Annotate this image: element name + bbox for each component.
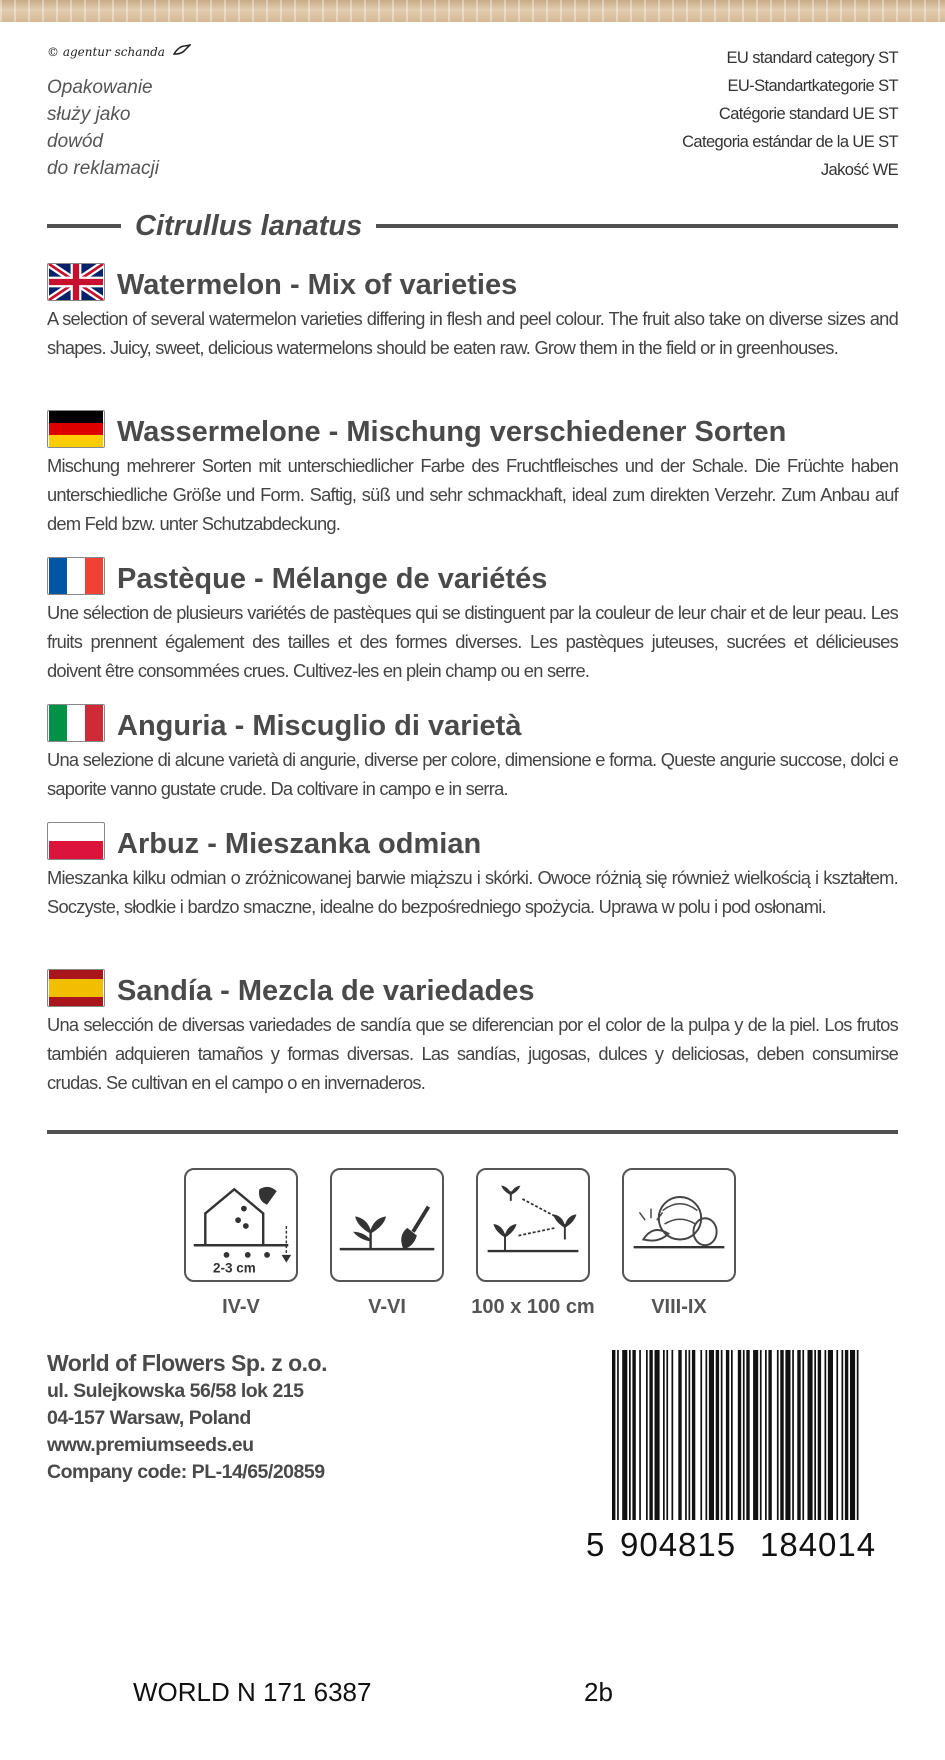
- barcode-bar: [857, 1350, 859, 1520]
- planting-trowel-icon: [330, 1168, 444, 1282]
- barcode-bar: [842, 1350, 844, 1520]
- print-code: WORLD N 171 6387: [133, 1677, 372, 1707]
- lang-name-en: Watermelon - Mix of varieties: [117, 268, 518, 301]
- barcode-bar: [818, 1350, 821, 1520]
- barcode-digits-right: 184014: [760, 1526, 877, 1562]
- barcode-bar: [678, 1350, 681, 1520]
- barcode-bar: [632, 1350, 635, 1520]
- icon-caption-planting: V-VI: [368, 1296, 406, 1318]
- divider-right: [376, 224, 898, 228]
- italy-flag-icon: [47, 704, 105, 742]
- barcode-bar: [622, 1350, 627, 1520]
- lang-block-en: [47, 264, 898, 362]
- lang-desc-pl: Mieszanka kilku odmian o zróżnicowanej barwie miąższu i skórki. Owoce różnią się również wielkością i kształtem. Soczyste, słodkie i bardzo smaczne, idealne do bezpośredniego spożycia. Uprawa w polu i pod osłonami.: [47, 867, 898, 917]
- barcode-bar: [828, 1350, 833, 1520]
- barcode-bar: [792, 1350, 794, 1520]
- barcode-bar: [692, 1350, 695, 1520]
- barcode-bar: [743, 1350, 745, 1520]
- divider-left: [47, 224, 121, 228]
- barcode-bar: [639, 1350, 641, 1520]
- barcode-bar: [612, 1350, 615, 1520]
- barcode-bar: [845, 1350, 848, 1520]
- svg-text:2-3 cm: 2-3 cm: [213, 1260, 256, 1276]
- spain-flag-icon: [47, 969, 105, 1007]
- barcode-bar: [709, 1350, 714, 1520]
- poland-flag-icon: [47, 822, 105, 860]
- barcode-bar: [808, 1350, 813, 1520]
- barcode-bar: [655, 1350, 660, 1520]
- lang-block-de: [47, 411, 898, 538]
- barcode-bar: [738, 1350, 741, 1520]
- barcode-bar: [768, 1350, 771, 1520]
- germany-flag-icon: [47, 410, 105, 448]
- barcode-bar: [753, 1350, 758, 1520]
- barcode-bar: [666, 1350, 668, 1520]
- barcode-bar: [706, 1350, 708, 1520]
- barcode-bar: [785, 1350, 790, 1520]
- print-version: 2b: [584, 1677, 613, 1707]
- barcode-bar: [765, 1350, 767, 1520]
- company-info: [47, 1348, 327, 1486]
- lang-desc-es: Una selección de diversas variedades de sandía que se diferencian por el color de la pulpa y de la piel. Los frutos también adquieren tamaños y formas diversas. Las sandías, jugosas, dulces y deliciosas, deben consumirse crudas. Se cultivan en el campo o en invernaderos.: [47, 1014, 898, 1093]
- lang-desc-en: A selection of several watermelon varieties differing in flesh and peel colour. The fruit also take on diverse sizes and shapes. Juicy, sweet, delicious watermelons should be eaten raw. Grow them in the field or in greenhouses.: [47, 308, 898, 358]
- barcode-bar: [663, 1350, 665, 1520]
- barcode-bar: [689, 1350, 691, 1520]
- barcode-bar: [700, 1350, 702, 1520]
- harvest-vegetables-icon: [622, 1168, 736, 1282]
- eu-categories: EU standard category ST EU-Standartkategorie ST Catégorie standard UE ST Categoria estándar de la UE ST Jakość WE: [682, 49, 898, 179]
- barcode-bar: [814, 1350, 816, 1520]
- france-flag-icon: [47, 557, 105, 595]
- lang-name-fr: Pastèque - Mélange de variétés: [117, 562, 548, 595]
- icon-caption-sowing: IV-V: [222, 1296, 260, 1318]
- barcode-digits-left: 904815: [620, 1526, 737, 1562]
- barcode-bar: [746, 1350, 749, 1520]
- latin-name-row: [47, 206, 898, 246]
- barcode-bar: [649, 1350, 652, 1520]
- barcode-bar: [825, 1350, 827, 1520]
- bird-logo-icon: [173, 44, 191, 59]
- barcode-bar: [797, 1350, 800, 1520]
- uk-flag-icon: [47, 263, 105, 301]
- plant-spacing-icon: [476, 1168, 590, 1282]
- barcode: [586, 1350, 898, 1562]
- icon-caption-spacing: 100 x 100 cm: [471, 1296, 595, 1318]
- icon-caption-harvest: VIII-IX: [651, 1296, 707, 1318]
- lang-block-es: [47, 970, 898, 1097]
- lang-block-pl: [47, 823, 898, 921]
- lang-desc-it: Una selezione di alcune varietà di angurie, diverse per colore, dimensione e forma. Queste angurie succose, dolci e saporite vanno gustate crude. Da coltivare in campo e in serra.: [47, 749, 898, 799]
- section-divider: [47, 1130, 898, 1134]
- lang-block-fr: [47, 558, 898, 685]
- lang-name-de: Wassermelone - Mischung verschiedener Sorten: [117, 415, 787, 448]
- barcode-bar: [685, 1350, 687, 1520]
- barcode-bar: [629, 1350, 631, 1520]
- company-code: Company code: PL-14/65/20859: [47, 1461, 325, 1483]
- copyright: © agentur schanda: [47, 44, 191, 59]
- barcode-bar: [726, 1350, 729, 1520]
- latin-name: Citrullus lanatus: [135, 209, 363, 242]
- barcode-bar: [646, 1350, 648, 1520]
- barcode-bar: [731, 1350, 733, 1520]
- barcode-bar: [721, 1350, 723, 1520]
- top-texture-strip: [0, 0, 945, 22]
- barcode-bar: [672, 1350, 674, 1520]
- company-address-city: 04-157 Warsaw, Poland: [47, 1407, 251, 1429]
- lang-desc-de: Mischung mehrerer Sorten mit unterschiedlicher Farbe des Fruchtfleisches und der Schale. Die Früchte haben unterschiedliche Größe und Form. Saftig, süß und sehr schmackhaft, ideal zum direkten Verzehr. Zum Anbau auf dem Feld bzw. unter Schutzabdeckung.: [47, 455, 898, 534]
- company-address-street: ul. Sulejkowska 56/58 lok 215: [47, 1380, 304, 1402]
- barcode-digit-first: 5: [586, 1526, 605, 1562]
- company-name: World of Flowers Sp. z o.o.: [47, 1350, 327, 1376]
- lang-desc-fr: Une sélection de plusieurs variétés de pastèques qui se distinguent par la couleur de leur chair et de leur peau. Les fruits prennent également des tailles et des formes diverses. Les pastèques juteuses, sucrées et délicieuses doivent être consommées crues. Cultivez-les en plein champ ou en serre.: [47, 602, 898, 681]
- barcode-bar: [850, 1350, 855, 1520]
- barcode-bar: [780, 1350, 783, 1520]
- lang-name-pl: Arbuz - Mieszanka odmian: [117, 827, 482, 860]
- lang-name-es: Sandía - Mezcla de variedades: [117, 974, 535, 1007]
- company-website: www.premiumseeds.eu: [47, 1434, 254, 1456]
- barcode-bar: [760, 1350, 762, 1520]
- barcode-bars: [586, 1350, 898, 1562]
- barcode-bar: [836, 1350, 838, 1520]
- complaint-note: Opakowanie służy jako dowód do reklamacji: [47, 77, 159, 179]
- greenhouse-sowing-icon: [184, 1168, 298, 1282]
- barcode-bar: [617, 1350, 619, 1520]
- lang-name-it: Anguria - Miscuglio di varietà: [117, 709, 522, 742]
- barcode-bar: [777, 1350, 779, 1520]
- header: [47, 44, 898, 184]
- barcode-bar: [716, 1350, 719, 1520]
- lang-block-it: [47, 705, 898, 803]
- barcode-bar: [802, 1350, 804, 1520]
